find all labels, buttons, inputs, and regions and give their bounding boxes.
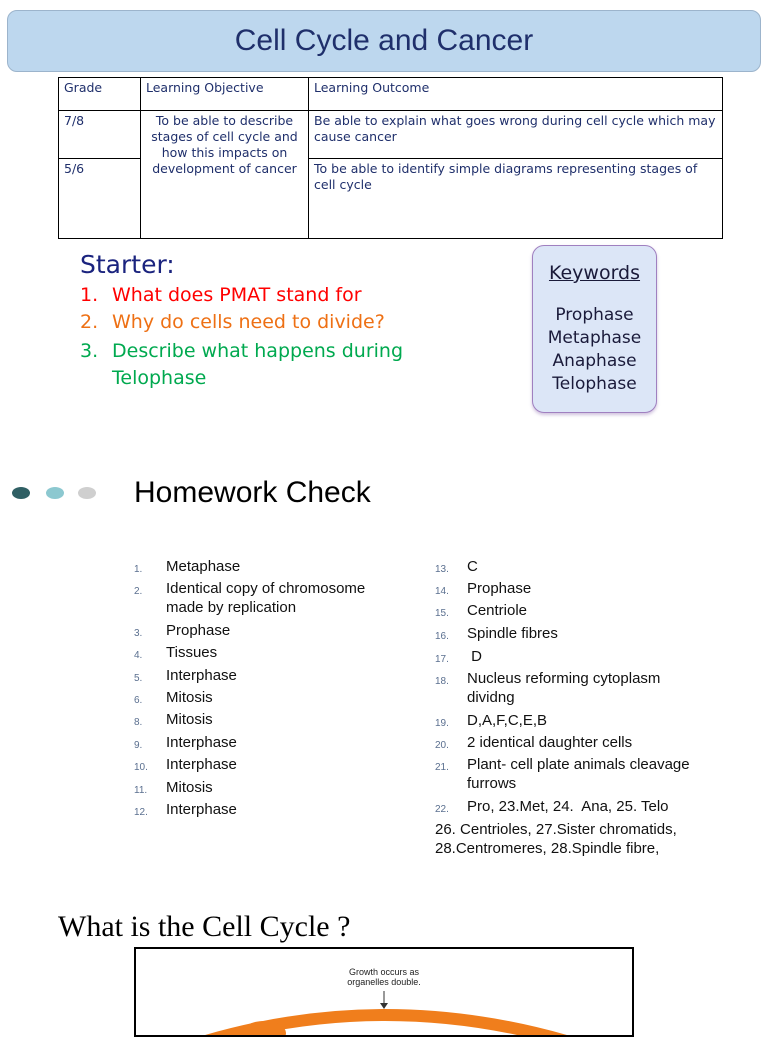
- keywords-box: [532, 245, 657, 413]
- item-number: 15.: [435, 608, 449, 619]
- keywords-list: [533, 304, 656, 396]
- item-text: D: [467, 648, 482, 665]
- header-grade: Grade: [59, 78, 141, 111]
- list-item: [134, 666, 406, 688]
- question-text: Why do cells need to divide?: [112, 311, 385, 333]
- item-number: 9.: [134, 740, 143, 751]
- item-text: Metaphase: [166, 558, 241, 575]
- list-item: [435, 624, 707, 646]
- item-number: 2.: [134, 586, 143, 597]
- item-number: 8.: [134, 717, 143, 728]
- keywords-title: Keywords: [548, 262, 641, 284]
- cell-cycle-diagram-graphic: [136, 949, 632, 1035]
- list-item: [134, 688, 406, 710]
- question-text: Describe what happens during Telophase: [112, 340, 404, 389]
- list-item: [435, 733, 707, 755]
- list-item: [435, 601, 707, 623]
- keyword: Metaphase: [547, 328, 642, 348]
- objectives-table: [58, 77, 723, 239]
- table-header-row: [59, 78, 723, 111]
- cell-cycle-title: What is the Cell Cycle ?: [58, 910, 351, 943]
- item-number: 3.: [134, 628, 143, 639]
- item-text: Prophase: [467, 580, 532, 597]
- list-item: [134, 557, 406, 579]
- item-text: Interphase: [166, 734, 237, 751]
- item-text: 2 identical daughter cells: [467, 734, 633, 751]
- item-text: D,A,F,C,E,B: [467, 712, 548, 729]
- list-item: [134, 755, 406, 777]
- grade-cell: 5/6: [59, 159, 141, 239]
- item-text: Tissues: [166, 644, 218, 661]
- item-number: 12.: [134, 807, 148, 818]
- item-number: 16.: [435, 631, 449, 642]
- starter-question: [80, 284, 362, 306]
- learning-outcome-cell: Be able to explain what goes wrong during cell cycle which may cause cancer: [309, 111, 723, 159]
- item-text: Pro, 23.Met, 24. Ana, 25. Telo: [467, 798, 669, 815]
- item-number: 19.: [435, 718, 449, 729]
- list-item: [134, 800, 406, 822]
- grade-cell: 7/8: [59, 111, 141, 159]
- item-number: 10.: [134, 762, 148, 773]
- starter-question: [80, 311, 385, 333]
- decorative-dot: [78, 487, 96, 499]
- list-item: [134, 643, 406, 665]
- arrowhead-icon: [380, 1003, 388, 1009]
- item-text: Identical copy of chromosome made by replication: [166, 580, 366, 616]
- item-number: 21.: [435, 762, 449, 773]
- item-text: Mitosis: [166, 711, 213, 728]
- question-number: 2.: [80, 311, 99, 333]
- question-text: What does PMAT stand for: [112, 284, 362, 306]
- item-number: 5.: [134, 673, 143, 684]
- item-number: 1.: [134, 564, 143, 575]
- keyword: Anaphase: [552, 351, 637, 371]
- homework-title: Homework Check: [134, 476, 371, 509]
- item-number: 6.: [134, 695, 143, 706]
- item-text: Interphase: [166, 667, 237, 684]
- diagram-label-line: organelles double.: [347, 977, 421, 987]
- question-number: 3.: [80, 340, 99, 362]
- table-row: [59, 111, 723, 159]
- homework-extra-line: 26. Centrioles, 27.Sister chromatids,: [435, 821, 677, 838]
- decorative-dot: [46, 487, 64, 499]
- diagram-label-line: Growth occurs as: [348, 967, 420, 977]
- decorative-dot: [12, 487, 30, 499]
- title-banner: [7, 10, 761, 72]
- item-number: 4.: [134, 650, 143, 661]
- learning-outcome-cell: To be able to identify simple diagrams representing stages of cell cycle: [309, 159, 723, 239]
- item-number: 11.: [134, 785, 148, 796]
- item-text: Plant- cell plate animals cleavage furrows: [467, 756, 690, 792]
- item-text: Interphase: [166, 756, 237, 773]
- question-number: 1.: [80, 284, 99, 306]
- item-number: 14.: [435, 586, 449, 597]
- starter-heading: Starter:: [80, 250, 175, 279]
- keyword: Prophase: [555, 305, 634, 325]
- item-number: 17.: [435, 654, 449, 665]
- list-item: [134, 733, 406, 755]
- item-text: Interphase: [166, 801, 237, 818]
- list-item: [134, 778, 406, 800]
- item-number: 22.: [435, 804, 449, 815]
- item-number: 18.: [435, 676, 449, 687]
- learning-objective-cell: To be able to describe stages of cell cycle and how this impacts on development of cancer: [141, 111, 309, 239]
- page-title: Cell Cycle and Cancer: [234, 24, 534, 57]
- list-item: [435, 797, 767, 819]
- list-item: [435, 755, 707, 793]
- list-item: [435, 669, 707, 707]
- item-text: Mitosis: [166, 689, 213, 706]
- item-text: Prophase: [166, 622, 231, 639]
- list-item: [134, 579, 406, 617]
- list-item: [435, 647, 707, 669]
- list-item: [134, 710, 406, 732]
- list-item: [134, 621, 406, 643]
- item-text: Spindle fibres: [467, 625, 558, 642]
- item-text: Centriole: [467, 602, 528, 619]
- item-number: 13.: [435, 564, 449, 575]
- header-learning-outcome: Learning Outcome: [309, 78, 723, 111]
- item-number: 20.: [435, 740, 449, 751]
- list-item: [435, 711, 707, 733]
- keyword: Telophase: [552, 374, 637, 394]
- list-item: [435, 557, 707, 579]
- item-text: Mitosis: [166, 779, 213, 796]
- homework-extra-line: 28.Centromeres, 28.Spindle fibre,: [435, 840, 660, 857]
- item-text: Nucleus reforming cytoplasm dividng: [467, 670, 661, 706]
- starter-question: [80, 338, 440, 392]
- list-item: [435, 579, 707, 601]
- header-learning-objective: Learning Objective: [141, 78, 309, 111]
- item-text: C: [467, 558, 478, 575]
